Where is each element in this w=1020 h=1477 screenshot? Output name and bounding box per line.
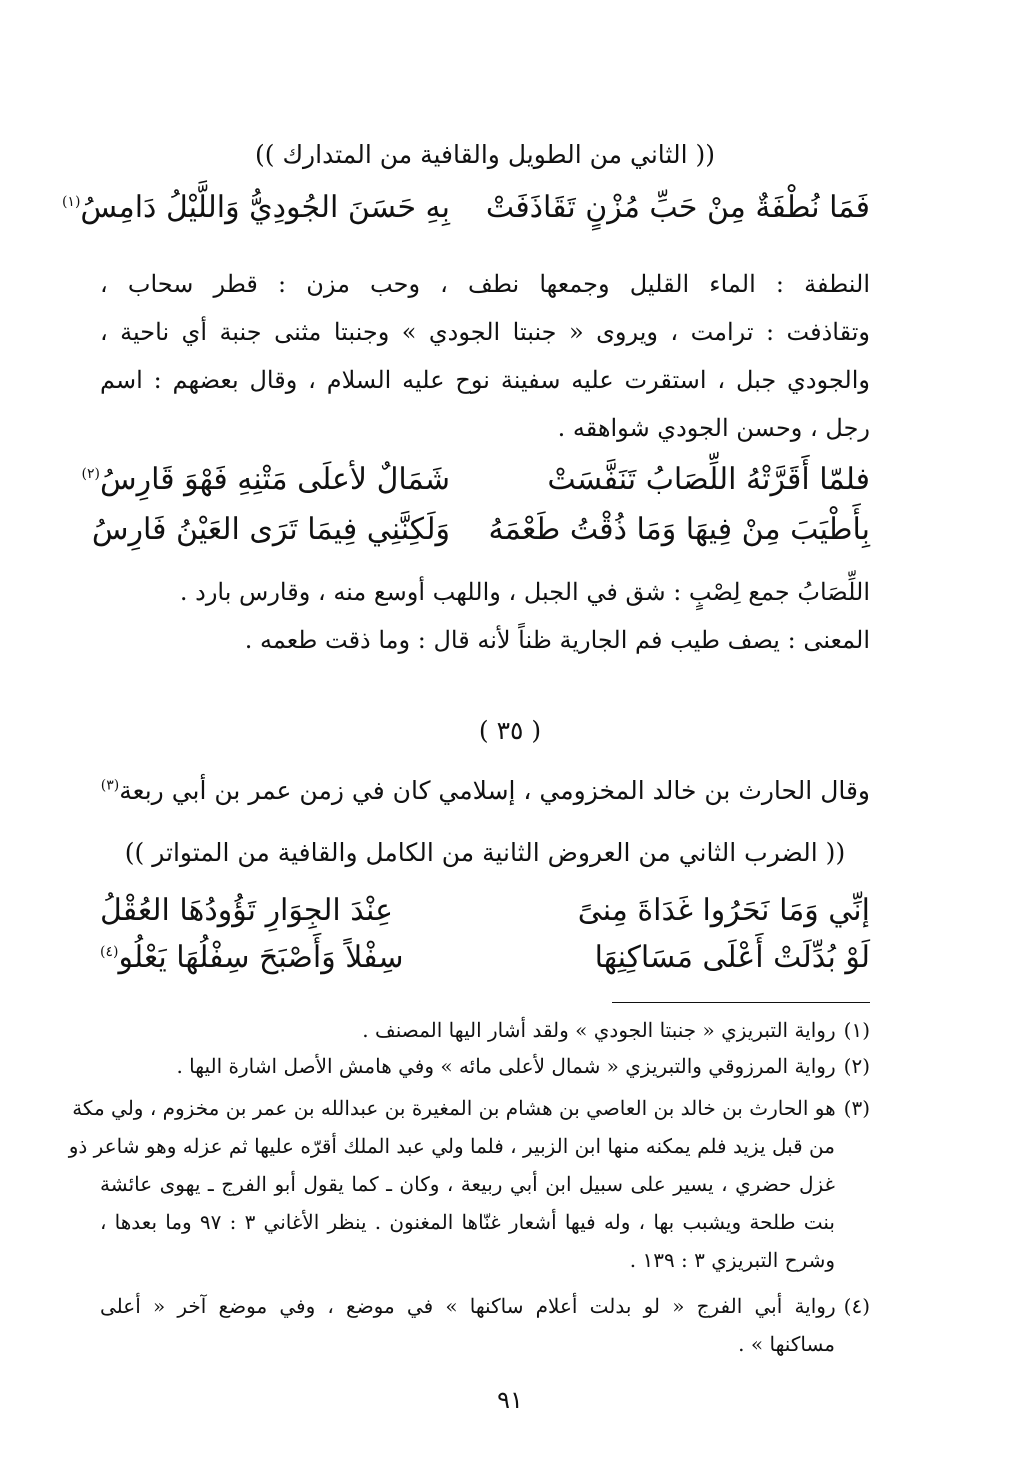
footnote-reference: (١) [61,194,81,210]
intro-text: وقال الحارث بن خالد المخزومي ، إسلامي كان في زمن عمر بن أبي ربعة [119,776,870,805]
verse-second-hemistich: وَلَكِنَّنِي فِيمَا تَرَى العَيْنُ فَارِسُ [91,512,450,547]
footnote-text: هو الحارث بن خالد بن العاصي بن هشام بن المغيرة بن عبدالله بن عمر بن مخزوم ، ولي مكة [72,1096,836,1120]
verse-second-hemistich [100,940,450,975]
footnote-continuation: مساكنها » . [738,1332,835,1356]
footnote-text: رواية التبريزي « جنبتا الجودي » ولقد أشار اليها المصنف . [362,1018,836,1042]
page-number: ٩١ [497,1386,523,1414]
footnote-number: (٣) [843,1096,870,1120]
footnote [100,1294,870,1318]
footnote-number: (١) [843,1018,870,1042]
footnote-continuation: وشرح التبريزي ٣ : ١٣٩ . [629,1248,835,1272]
verse-first-hemistich: بِأَطْيَبَ مِنْ فِيهَا وَمَا ذُقْتُ طَعْمَهُ [488,512,870,547]
gloss-line: والجودي جبل ، استقرت عليه سفينة نوح عليه السلام ، وقال بعضهم : اسم [100,366,870,394]
verse-line [0,190,1020,240]
meter-heading: (( الثاني من الطويل والقافية من المتدارك )) [255,140,715,169]
footnote-number: (٢) [843,1054,870,1078]
verse-second-hemistich [61,190,450,225]
gloss-line: وتقاذفت : ترامت ، ويروى « جنبتا الجودي » وجنبتا مثنى جنبة أي ناحية ، [100,318,870,346]
footnote-continuation: بنت طلحة ويشبب بها ، وله فيها أشعار غنّاها المغنون . ينظر الأغاني ٣ : ٩٧ وما بعدها ، [100,1210,835,1234]
verse-second-hemistich: عِنْدَ الجِوَارِ تَؤُودُهَا العُقْلُ [100,893,393,928]
gloss-line: اللِّصَابُ جمع لِصْبٍ : شق في الجبل ، واللهب أوسع منه ، وقارس بارد . [179,578,870,606]
hemistich-text: شَمَالٌ لأعلَى مَتْنِهِ فَهْوَ قَارِسُ [99,462,450,497]
verse-first-hemistich: فَمَا نُطْفَةٌ مِنْ حَبِّ مُزْنٍ تَقَاذَفَتْ [485,190,870,225]
verse-first-hemistich: لَوْ بُدِّلَتْ أَعْلَى مَسَاكِنِهَا [594,940,870,975]
verse-first-hemistich: إنِّي وَمَا نَحَرُوا غَدَاةَ مِنىً [577,893,870,928]
footnote-separator [612,1002,870,1003]
footnote-continuation: غزل حضري ، يسير على سبيل ابن أبي ربيعة ، وكان ـ كما يقول أبو الفرج ـ يهوى عائشة [100,1172,835,1196]
footnote-number: (٤) [843,1294,870,1318]
footnote [100,1054,870,1078]
poem-intro [100,776,870,805]
footnote-reference: (٤) [100,944,119,960]
footnote-text: رواية أبي الفرج « لو بدلت أعلام ساكنها » في موضع ، وفي موضع آخر « أعلى [100,1294,836,1318]
footnote [100,1018,870,1042]
footnote-text: رواية المرزوقي والتبريزي « شمال لأعلى مائه » وفي هامش الأصل اشارة اليها . [176,1054,836,1078]
footnote-continuation: من قبل يزيد فلم يمكنه منها ابن الزبير ، فلما ولي عبد الملك أقرّه عليها ثم عزله وهو شاعر ذو [68,1134,835,1158]
footnote [72,1096,870,1120]
verse-line [0,462,1020,512]
footnote-reference: (٢) [81,466,100,482]
gloss-line: رجل ، وحسن الجودي شواهقه . [557,414,870,442]
hemistich-text: سِفْلاً وَأَصْبَحَ سِفْلُهَا يَعْلُو [118,940,404,975]
verse-second-hemistich [81,462,450,497]
hemistich-text: بِهِ حَسَنَ الجُودِيُّ وَاللَّيْلُ دَامِسُ [80,190,450,225]
verse-line [0,893,1020,943]
verse-line [0,940,1020,990]
verse-line [0,512,1020,562]
gloss-line: المعنى : يصف طيب فم الجارية ظناً لأنه قال : وما ذقت طعمه . [244,626,870,654]
poem-number: ( ٣٥ ) [478,716,542,745]
footnote-reference: (٣) [100,777,120,794]
meter-heading: (( الضرب الثاني من العروض الثانية من الكامل والقافية من المتواتر )) [124,838,846,867]
gloss-line: النطفة : الماء القليل وجمعها نطف ، وحب مزن : قطر سحاب ، [100,270,870,298]
verse-first-hemistich: فلمّا أَقَرَّتْهُ اللِّصَابُ تَنَفَّسَتْ [547,462,870,497]
